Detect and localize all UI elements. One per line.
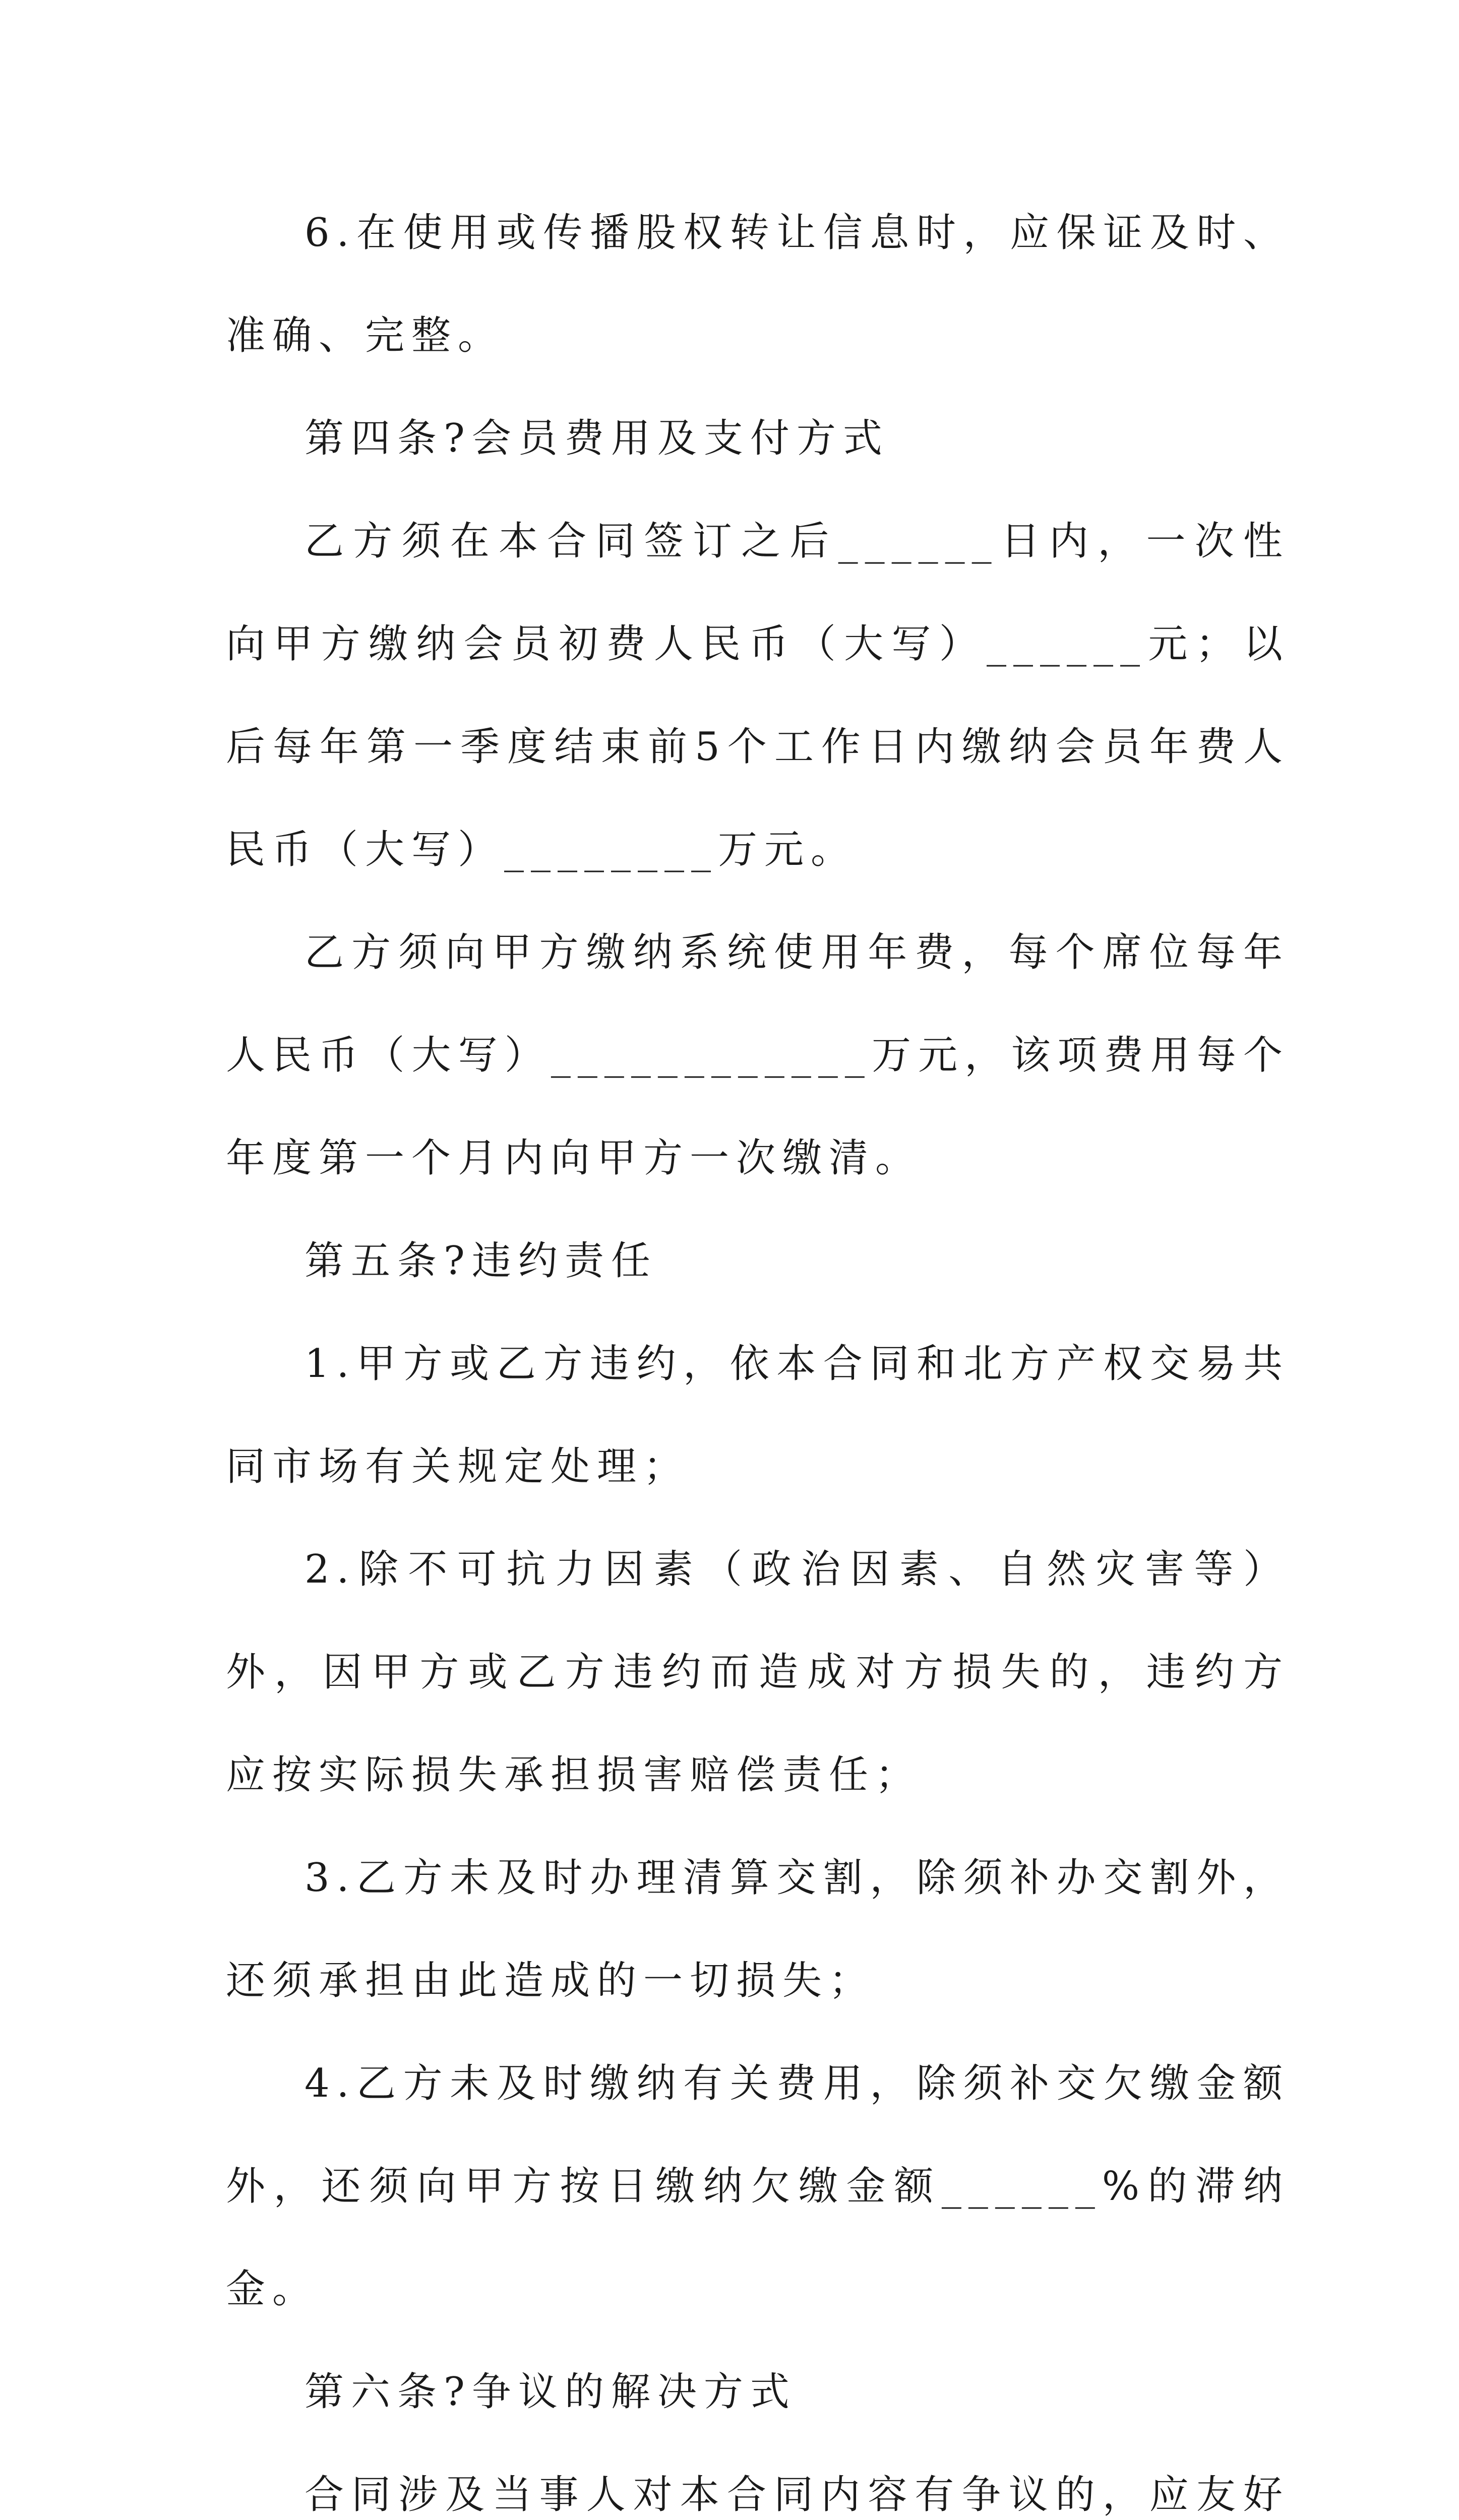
clause-paragraph: 合同涉及当事人对本合同内容有争议的，应友好: [305, 2472, 1290, 2517]
clause-paragraph: 2.除不可抗力因素（政治因素、自然灾害等）外，因甲方或乙方违约而造成对方损失的，违约方应按实际损失承担损害赔偿责任；: [226, 1547, 1290, 1798]
article-heading: 第六条?争议的解决方式: [305, 2369, 797, 2415]
clause-paragraph: 乙方须向甲方缴纳系统使用年费，每个席位每年人民币（大写）____________万元，该项费用每个年度第一个月内向甲方一次缴清。: [226, 930, 1290, 1181]
clause-paragraph: 4.乙方未及时缴纳有关费用，除须补交欠缴金额外，还须向甲方按日缴纳欠缴金额______%的滞纳金。: [226, 2061, 1290, 2312]
article-heading: 第四条?会员费用及支付方式: [305, 416, 889, 461]
document-body: [226, 181, 1290, 2520]
clause-paragraph: 1.甲方或乙方违约，依本合同和北方产权交易共同市场有关规定处理；: [226, 1341, 1290, 1489]
article-heading: 第五条?违约责任: [305, 1238, 657, 1284]
clause-paragraph: 3.乙方未及时办理清算交割，除须补办交割外，还须承担由此造成的一切损失；: [226, 1855, 1290, 2003]
clause-paragraph: 乙方须在本合同签订之后______日内，一次性向甲方缴纳会员初费人民币（大写）______元；以后每年第一季度结束前5个工作日内缴纳会员年费人民币（大写）________万元。: [226, 519, 1290, 872]
clause-paragraph: 6.在使用或传播股权转让信息时，应保证及时、准确、完整。: [226, 210, 1290, 358]
